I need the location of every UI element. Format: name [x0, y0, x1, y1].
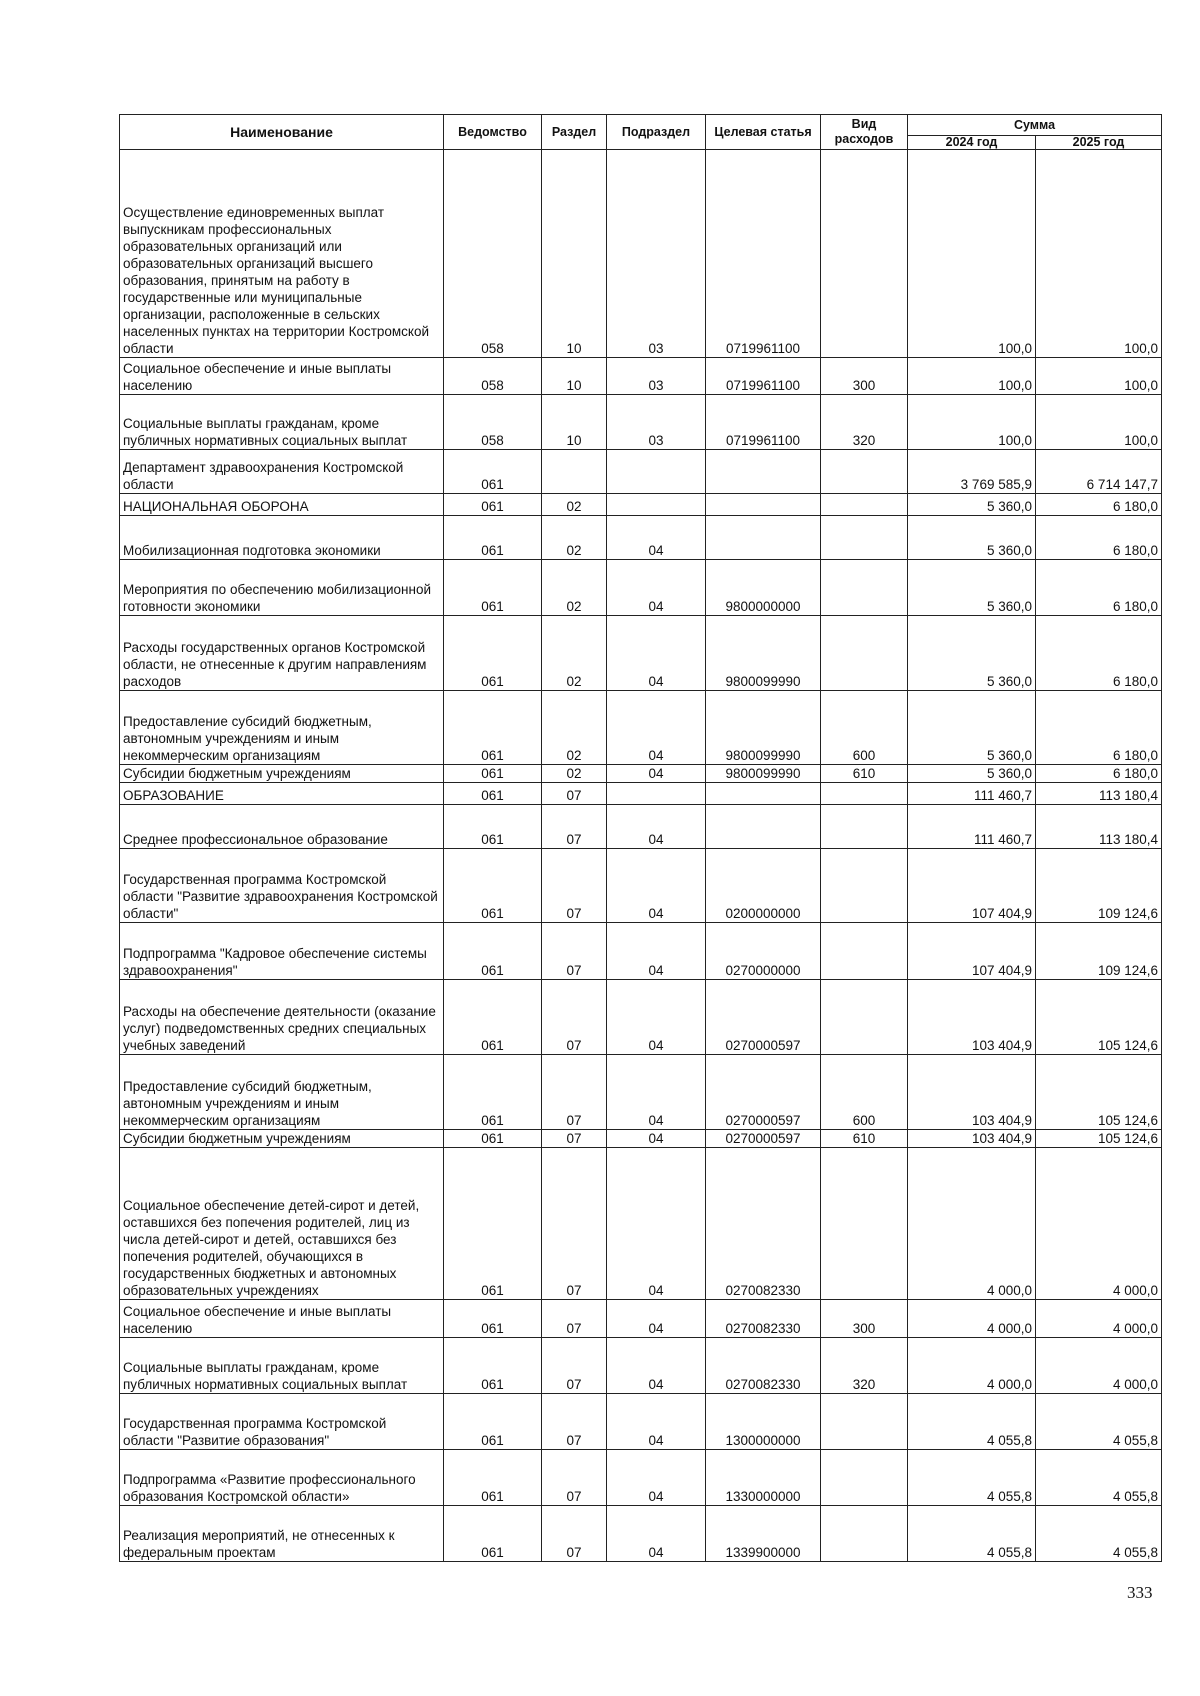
cell-sum-2024: 107 404,9	[908, 923, 1036, 980]
cell-vedomstvo: 061	[444, 1450, 542, 1506]
header-razdel: Раздел	[542, 115, 607, 150]
cell-sum-2025: 113 180,4	[1036, 805, 1162, 849]
cell-celevaya-statya: 0719961100	[706, 150, 821, 358]
cell-vedomstvo: 061	[444, 691, 542, 765]
cell-razdel: 07	[542, 1055, 607, 1130]
cell-celevaya-statya: 0270000000	[706, 923, 821, 980]
cell-sum-2024: 103 404,9	[908, 1055, 1036, 1130]
cell-name: Государственная программа Костромской области "Развитие образования"	[120, 1394, 444, 1450]
cell-sum-2025: 113 180,4	[1036, 783, 1162, 805]
table-row	[120, 849, 1162, 923]
cell-sum-2024: 4 055,8	[908, 1506, 1036, 1562]
cell-sum-2025: 6 180,0	[1036, 494, 1162, 516]
cell-name: Социальные выплаты гражданам, кроме публичных нормативных социальных выплат	[120, 395, 444, 450]
table-row	[120, 1394, 1162, 1450]
cell-name: Расходы на обеспечение деятельности (оказание услуг) подведомственных средних специальных учебных заведений	[120, 980, 444, 1055]
header-podrazdel: Подраздел	[607, 115, 706, 150]
cell-vedomstvo: 061	[444, 1130, 542, 1148]
cell-vedomstvo: 058	[444, 395, 542, 450]
cell-razdel: 07	[542, 849, 607, 923]
cell-podrazdel: 04	[607, 1130, 706, 1148]
cell-celevaya-statya: 9800000000	[706, 560, 821, 616]
cell-razdel: 10	[542, 395, 607, 450]
table-row	[120, 691, 1162, 765]
cell-razdel: 10	[542, 358, 607, 395]
cell-vedomstvo: 061	[444, 450, 542, 494]
cell-sum-2024: 107 404,9	[908, 849, 1036, 923]
cell-sum-2025: 6 180,0	[1036, 691, 1162, 765]
cell-vedomstvo: 061	[444, 1148, 542, 1300]
cell-vedomstvo: 061	[444, 1506, 542, 1562]
cell-celevaya-statya	[706, 516, 821, 560]
cell-vedomstvo: 061	[444, 765, 542, 783]
cell-name: Социальные выплаты гражданам, кроме публичных нормативных социальных выплат	[120, 1338, 444, 1394]
cell-vedomstvo: 061	[444, 1338, 542, 1394]
cell-sum-2024: 100,0	[908, 150, 1036, 358]
cell-vid-rashodov: 320	[821, 1338, 908, 1394]
cell-sum-2025: 6 180,0	[1036, 516, 1162, 560]
cell-vid-rashodov	[821, 805, 908, 849]
cell-name: Субсидии бюджетным учреждениям	[120, 1130, 444, 1148]
header-summa: Сумма	[908, 115, 1162, 136]
cell-podrazdel: 04	[607, 1338, 706, 1394]
cell-podrazdel	[607, 783, 706, 805]
cell-celevaya-statya: 0270082330	[706, 1338, 821, 1394]
cell-razdel: 07	[542, 805, 607, 849]
cell-razdel: 10	[542, 150, 607, 358]
cell-vid-rashodov: 300	[821, 1300, 908, 1338]
cell-podrazdel: 04	[607, 923, 706, 980]
cell-podrazdel: 04	[607, 1506, 706, 1562]
table-row	[120, 494, 1162, 516]
cell-sum-2025: 4 055,8	[1036, 1506, 1162, 1562]
cell-sum-2024: 5 360,0	[908, 765, 1036, 783]
cell-celevaya-statya: 9800099990	[706, 616, 821, 691]
cell-podrazdel: 04	[607, 1055, 706, 1130]
table-row	[120, 1130, 1162, 1148]
cell-vid-rashodov	[821, 1506, 908, 1562]
cell-sum-2025: 6 180,0	[1036, 616, 1162, 691]
cell-razdel: 07	[542, 1338, 607, 1394]
cell-vedomstvo: 061	[444, 1300, 542, 1338]
cell-sum-2024: 103 404,9	[908, 1130, 1036, 1148]
cell-vid-rashodov	[821, 560, 908, 616]
cell-podrazdel: 04	[607, 1300, 706, 1338]
cell-vid-rashodov	[821, 1450, 908, 1506]
cell-sum-2024: 5 360,0	[908, 616, 1036, 691]
cell-vedomstvo: 061	[444, 494, 542, 516]
cell-sum-2025: 4 000,0	[1036, 1148, 1162, 1300]
cell-vedomstvo: 061	[444, 849, 542, 923]
cell-celevaya-statya: 0200000000	[706, 849, 821, 923]
cell-celevaya-statya	[706, 783, 821, 805]
cell-vedomstvo: 061	[444, 783, 542, 805]
cell-podrazdel: 04	[607, 1394, 706, 1450]
cell-name: НАЦИОНАЛЬНАЯ ОБОРОНА	[120, 494, 444, 516]
cell-podrazdel: 04	[607, 1148, 706, 1300]
cell-celevaya-statya: 0270000597	[706, 980, 821, 1055]
cell-razdel: 02	[542, 516, 607, 560]
cell-vedomstvo: 058	[444, 358, 542, 395]
cell-vid-rashodov	[821, 616, 908, 691]
cell-razdel: 07	[542, 923, 607, 980]
header-celevaya-statya: Целевая статья	[706, 115, 821, 150]
cell-razdel: 07	[542, 1130, 607, 1148]
cell-name: Социальное обеспечение детей-сирот и детей, оставшихся без попечения родителей, лиц из числа детей-сирот и детей, оставшихся без попечения родителей, обучающихся в государственных бюджетных и автономных образовательных учреждениях	[120, 1148, 444, 1300]
cell-vid-rashodov	[821, 150, 908, 358]
header-vid-rashodov: Вид расходов	[821, 115, 908, 150]
cell-razdel: 02	[542, 616, 607, 691]
cell-name: Мероприятия по обеспечению мобилизационной готовности экономики	[120, 560, 444, 616]
cell-vedomstvo: 061	[444, 616, 542, 691]
cell-sum-2025: 105 124,6	[1036, 980, 1162, 1055]
cell-celevaya-statya: 0270000597	[706, 1055, 821, 1130]
cell-sum-2025: 109 124,6	[1036, 849, 1162, 923]
cell-name: Субсидии бюджетным учреждениям	[120, 765, 444, 783]
cell-podrazdel: 04	[607, 805, 706, 849]
cell-celevaya-statya: 1339900000	[706, 1506, 821, 1562]
cell-sum-2024: 100,0	[908, 358, 1036, 395]
cell-razdel	[542, 450, 607, 494]
cell-sum-2024: 5 360,0	[908, 494, 1036, 516]
cell-name: Государственная программа Костромской области "Развитие здравоохранения Костромской области"	[120, 849, 444, 923]
cell-sum-2025: 4 055,8	[1036, 1450, 1162, 1506]
cell-vid-rashodov	[821, 980, 908, 1055]
table-row	[120, 1055, 1162, 1130]
cell-sum-2024: 100,0	[908, 395, 1036, 450]
header-year-2024: 2024 год	[908, 136, 1036, 150]
cell-vid-rashodov: 320	[821, 395, 908, 450]
cell-sum-2025: 4 000,0	[1036, 1338, 1162, 1394]
cell-razdel: 07	[542, 1450, 607, 1506]
cell-sum-2024: 111 460,7	[908, 805, 1036, 849]
cell-sum-2024: 5 360,0	[908, 691, 1036, 765]
cell-podrazdel: 04	[607, 849, 706, 923]
cell-sum-2025: 105 124,6	[1036, 1055, 1162, 1130]
table-row	[120, 516, 1162, 560]
cell-celevaya-statya	[706, 494, 821, 516]
cell-sum-2025: 6 180,0	[1036, 560, 1162, 616]
cell-vid-rashodov: 610	[821, 1130, 908, 1148]
budget-table	[119, 114, 1162, 1562]
cell-celevaya-statya: 0270000597	[706, 1130, 821, 1148]
cell-razdel: 07	[542, 1506, 607, 1562]
cell-celevaya-statya: 1330000000	[706, 1450, 821, 1506]
header-vedomstvo: Ведомство	[444, 115, 542, 150]
cell-name: Реализация мероприятий, не отнесенных к федеральным проектам	[120, 1506, 444, 1562]
cell-vedomstvo: 061	[444, 805, 542, 849]
cell-name: Социальное обеспечение и иные выплаты населению	[120, 1300, 444, 1338]
cell-podrazdel: 04	[607, 980, 706, 1055]
cell-razdel: 02	[542, 691, 607, 765]
cell-sum-2024: 4 000,0	[908, 1148, 1036, 1300]
cell-vid-rashodov	[821, 1148, 908, 1300]
cell-razdel: 02	[542, 765, 607, 783]
cell-podrazdel: 04	[607, 516, 706, 560]
cell-name: Предоставление субсидий бюджетным, автономным учреждениям и иным некоммерческим организациям	[120, 1055, 444, 1130]
cell-razdel: 07	[542, 1394, 607, 1450]
cell-vid-rashodov	[821, 1394, 908, 1450]
header-year-2025: 2025 год	[1036, 136, 1162, 150]
cell-vedomstvo: 061	[444, 1394, 542, 1450]
table-row	[120, 358, 1162, 395]
table-row	[120, 395, 1162, 450]
cell-sum-2024: 3 769 585,9	[908, 450, 1036, 494]
cell-razdel: 07	[542, 1148, 607, 1300]
cell-razdel: 07	[542, 783, 607, 805]
cell-razdel: 02	[542, 560, 607, 616]
cell-sum-2024: 4 055,8	[908, 1394, 1036, 1450]
cell-sum-2024: 4 000,0	[908, 1338, 1036, 1394]
cell-podrazdel: 03	[607, 150, 706, 358]
cell-sum-2024: 103 404,9	[908, 980, 1036, 1055]
cell-sum-2025: 4 055,8	[1036, 1394, 1162, 1450]
table-row	[120, 783, 1162, 805]
cell-vid-rashodov	[821, 494, 908, 516]
table-row	[120, 765, 1162, 783]
cell-celevaya-statya: 9800099990	[706, 765, 821, 783]
table-row	[120, 150, 1162, 358]
table-row	[120, 1338, 1162, 1394]
cell-name: Социальное обеспечение и иные выплаты населению	[120, 358, 444, 395]
cell-sum-2025: 109 124,6	[1036, 923, 1162, 980]
cell-razdel: 07	[542, 980, 607, 1055]
cell-vid-rashodov: 300	[821, 358, 908, 395]
table-row	[120, 1300, 1162, 1338]
cell-sum-2024: 4 000,0	[908, 1300, 1036, 1338]
cell-name: ОБРАЗОВАНИЕ	[120, 783, 444, 805]
cell-sum-2024: 5 360,0	[908, 516, 1036, 560]
cell-sum-2024: 4 055,8	[908, 1450, 1036, 1506]
cell-celevaya-statya: 0719961100	[706, 395, 821, 450]
header-name: Наименование	[120, 115, 444, 150]
cell-podrazdel: 04	[607, 560, 706, 616]
cell-name: Мобилизационная подготовка экономики	[120, 516, 444, 560]
cell-razdel: 07	[542, 1300, 607, 1338]
cell-vedomstvo: 061	[444, 516, 542, 560]
cell-sum-2025: 6 180,0	[1036, 765, 1162, 783]
cell-vedomstvo: 061	[444, 1055, 542, 1130]
cell-vid-rashodov	[821, 923, 908, 980]
cell-podrazdel: 03	[607, 358, 706, 395]
cell-celevaya-statya: 0270082330	[706, 1300, 821, 1338]
cell-name: Подпрограмма «Развитие профессионального образования Костромской области»	[120, 1450, 444, 1506]
cell-name: Подпрограмма "Кадровое обеспечение системы здравоохранения"	[120, 923, 444, 980]
cell-name: Расходы государственных органов Костромской области, не отнесенные к другим направлениям расходов	[120, 616, 444, 691]
table-row	[120, 923, 1162, 980]
cell-podrazdel: 04	[607, 691, 706, 765]
cell-vedomstvo: 061	[444, 923, 542, 980]
cell-podrazdel: 04	[607, 765, 706, 783]
table-row	[120, 805, 1162, 849]
cell-name: Осуществление единовременных выплат выпускникам профессиональных образовательных организаций или образовательных организаций высшего образования, принятым на работу в государственные или муниципальные организации, расположенные в сельских населенных пунктах на территории Костромской области	[120, 150, 444, 358]
table-row	[120, 980, 1162, 1055]
cell-podrazdel: 03	[607, 395, 706, 450]
cell-name: Среднее профессиональное образование	[120, 805, 444, 849]
cell-vedomstvo: 061	[444, 560, 542, 616]
cell-celevaya-statya	[706, 450, 821, 494]
cell-vid-rashodov	[821, 450, 908, 494]
cell-vid-rashodov: 610	[821, 765, 908, 783]
cell-celevaya-statya: 0270082330	[706, 1148, 821, 1300]
cell-podrazdel	[607, 494, 706, 516]
cell-sum-2024: 111 460,7	[908, 783, 1036, 805]
cell-podrazdel: 04	[607, 1450, 706, 1506]
cell-sum-2025: 105 124,6	[1036, 1130, 1162, 1148]
cell-sum-2025: 6 714 147,7	[1036, 450, 1162, 494]
table-row	[120, 1148, 1162, 1300]
cell-razdel: 02	[542, 494, 607, 516]
table-row	[120, 560, 1162, 616]
cell-celevaya-statya	[706, 805, 821, 849]
cell-vid-rashodov	[821, 783, 908, 805]
cell-celevaya-statya: 0719961100	[706, 358, 821, 395]
cell-vid-rashodov	[821, 516, 908, 560]
table-body	[120, 150, 1162, 1562]
cell-podrazdel	[607, 450, 706, 494]
cell-podrazdel: 04	[607, 616, 706, 691]
cell-vid-rashodov: 600	[821, 691, 908, 765]
table-row	[120, 1506, 1162, 1562]
cell-vedomstvo: 058	[444, 150, 542, 358]
cell-sum-2025: 4 000,0	[1036, 1300, 1162, 1338]
cell-celevaya-statya: 1300000000	[706, 1394, 821, 1450]
cell-name: Департамент здравоохранения Костромской области	[120, 450, 444, 494]
cell-vid-rashodov	[821, 849, 908, 923]
table-row	[120, 616, 1162, 691]
cell-vedomstvo: 061	[444, 980, 542, 1055]
table-row	[120, 1450, 1162, 1506]
cell-vid-rashodov: 600	[821, 1055, 908, 1130]
cell-sum-2025: 100,0	[1036, 358, 1162, 395]
cell-sum-2025: 100,0	[1036, 150, 1162, 358]
cell-celevaya-statya: 9800099990	[706, 691, 821, 765]
cell-sum-2025: 100,0	[1036, 395, 1162, 450]
page-number: 333	[1127, 1583, 1153, 1602]
table-row	[120, 450, 1162, 494]
cell-name: Предоставление субсидий бюджетным, автономным учреждениям и иным некоммерческим организациям	[120, 691, 444, 765]
cell-sum-2024: 5 360,0	[908, 560, 1036, 616]
